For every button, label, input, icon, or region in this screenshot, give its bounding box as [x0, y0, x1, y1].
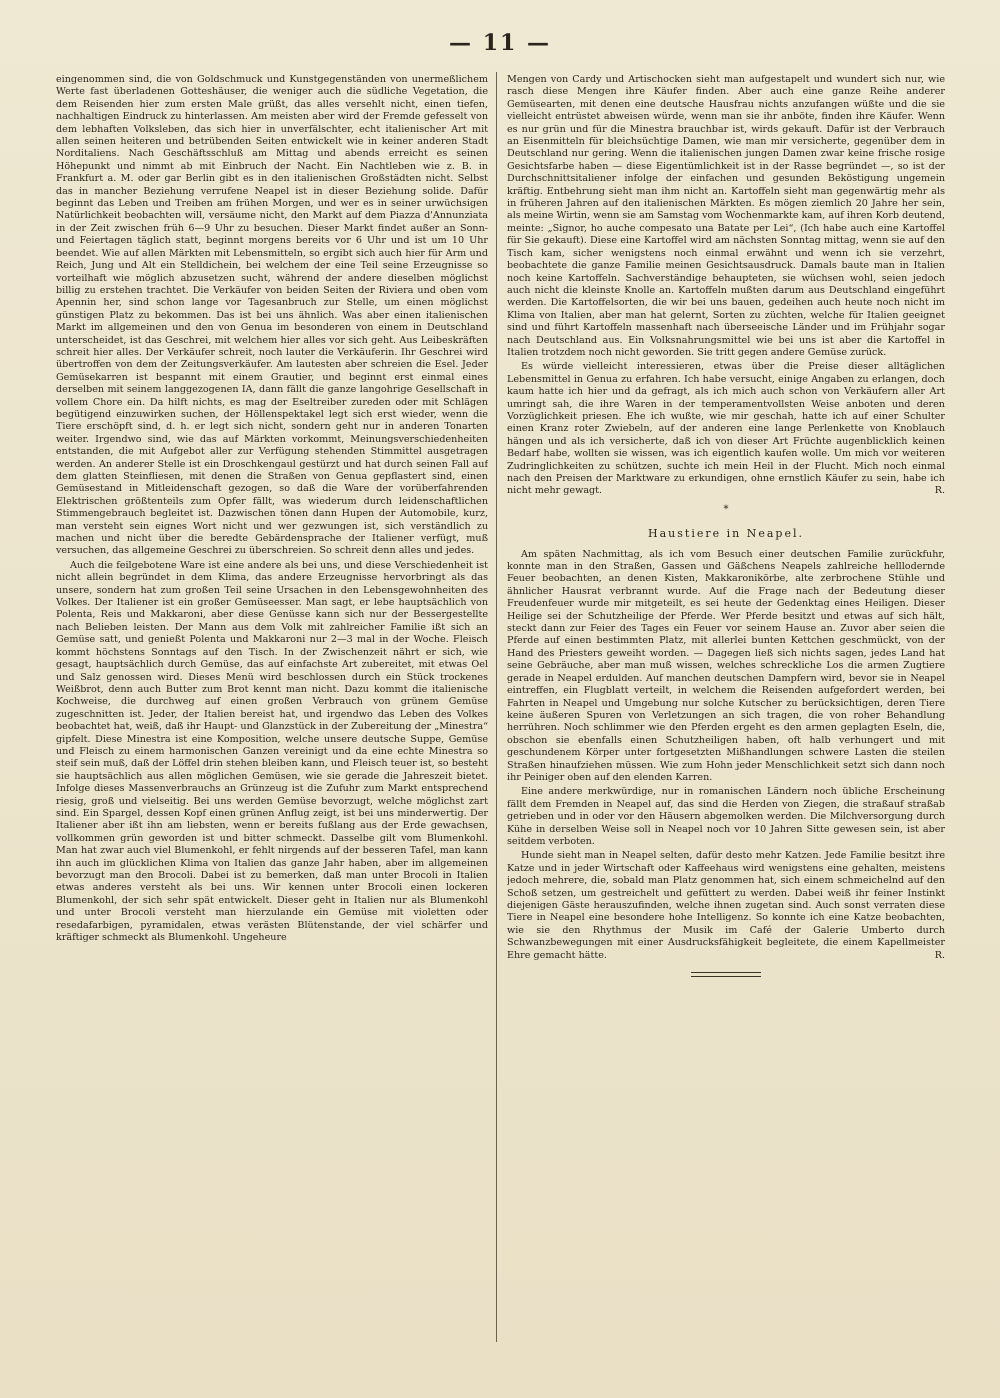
column-divider — [496, 72, 497, 1342]
left-column — [56, 74, 488, 1378]
section-heading: Haustiere in Neapel. — [648, 527, 804, 541]
section-ornament: * — [723, 503, 729, 515]
article-paragraph: Mengen von Cardy und Artischocken sieht man aufgestapelt und wundert sich nur, wie rasch diese Mengen ihre Käufer finden. Aber auch eine ganze Reihe anderer Gemüsearten, mit denen eine deutsche Hausfrau nichts anzufangen wüßte und die sie vielleicht entrüstet abweisen würde, wenn man sie ihr anböte, finden ihre Käufer. Wenn es nur grün und für die Minestra brauchbar ist, wirds gekauft. Dafür ist der Verbrauch an Eisenmitteln für bleichsüchtige Damen, wie man mir versicherte, gegenüber dem in Deutschland nur gering. Wenn die italienischen jungen Damen zwar keine frische rosige Gesichtsfarbe haben — diese Eigentümlichkeit ist in der Rasse begründet —, so ist der Durchschnittsitaliener infolge der einfachen und gesunden Beköstigung ungemein kräftig. Entbehrung sieht man ihm nicht an. Kartoffeln sieht man gegenwärtig mehr als in früheren Jahren auf den italienischen Märkten. Es mögen ziemlich 20 Jahre her sein, als meine Wirtin, wenn sie am Samstag vom Wochenmarkte kam, auf ihren Korb deutend, meinte: „Signor, ho auche compesato una Batate per Lei“, (Ich habe auch eine Kartoffel für Sie gekauft). Diese eine Kartoffel wird am nächsten Sonntag mittag, wenn sie auf den Tisch kam, sicher wenigstens noch einmal erwähnt und wenn ich sie verzehrt, beobachtete die ganze Familie meinen Gesichtsausdruck. Damals baute man in Italien noch keine Kartoffeln. Sachverständige behaupteten, sie wüchsen wohl, seien jedoch auch nicht die kleinste Knolle an. Kartoffeln mußten darum aus Deutschland eingeführt werden. Die Kartoffelsorten, die wir bei uns bauen, gedeihen auch heute noch nicht im Klima von Italien, aber man hat gelernt, Sorten zu züchten, welche für Italien geeignet sind und führt Kartoffeln massenhaft nach überseeische Länder und im Frühjahr sogar nach Deutschland aus. Ein Volksnahrungsmittel wie bei uns ist aber die Kartoffel in Italien trotzdem noch nicht geworden. Sie tritt gegen andere Gemüse zurück. — [507, 74, 945, 358]
end-rule — [691, 972, 761, 977]
article-paragraph: eingenommen sind, die von Goldschmuck und Kunstgegenständen von unermeßlichem Werte fast überladenen Gotteshäuser, die weniger auch die südliche Vegetation, die dem Reisenden hier zum ersten Male grüßt, das alles versehlt nicht, einen tiefen, nachhaltigen Eindruck zu hinterlassen. Am meisten aber wird der Fremde gefesselt von dem lebhaften Volksleben, das sich hier in unverfälschter, echt italienischer Art mit allen seinen heiteren und betrübenden Seiten entwickelt wie in keiner anderen Stadt Norditaliens. Nach Geschäftsschluß am Mittag und abends erreicht es seinen Höhepunkt und nimmt ab mit Einbruch der Nacht. Ein Nachtleben wie z. B. in Frankfurt a. M. oder gar Berlin gibt es in den italienischen Großstädten nicht. Selbst das in mancher Beziehung verrufene Neapel ist in dieser Beziehung solide. Dafür beginnt das Leben und Treiben am frühen Morgen, und wer es in seiner urwüchsigen Natürlichkeit beobachten will, versäume nicht, den Markt auf dem Piazza d'Annunziata in der Zeit zwischen früh 6—9 Uhr zu besuchen. Dieser Markt findet außer an Sonn- und Feiertagen täglich statt, beginnt morgens bereits vor 6 Uhr und ist um 10 Uhr beendet. Wie auf allen Märkten mit Lebensmitteln, so ergibt sich auch hier für Arm und Reich, Jung und Alt ein Stelldichein, bei welchem der eine Teil seine Erzeugnisse so vorteilhaft wie möglich abzusetzen sucht, während der andere dieselben möglichst billig zu erstehen trachtet. Die Verkäufer von beiden Seiten der Riviera und oben vom Apennin her, sind schon lange vor Tagesanbruch zur Stelle, um einen möglichst günstigen Platz zu bekommen. Das ist bei uns ähnlich. Was aber einen italienischen Markt im allgemeinen und den von Genua im besonderen von einem in Deutschland unterscheidet, ist das Geschrei, mit welchem hier alles vor sich geht. Aus Leibeskräften schreit hier alles. Der Verkäufer schreit, noch lauter die Verkäuferin. Ihr Geschrei wird übertroffen von dem der Zeitungsverkäufer. Am lautesten aber schreien die Esel. Jeder Gemüsekarren ist bespannt mit einem Grautier, und beginnt erst einmal eines derselben mit seinem langgezogenen IA, dann fällt die ganze langohrige Gesellschaft in vollem Chore ein. Da hilft nichts, es mag der Eseltreiber zureden oder mit Schlägen begütigend einzuwirken suchen, der Höllenspektakel legt sich erst wieder, wenn die Tiere erschöpft sind, d. h. er legt sich nicht, sondern geht nur in anderen Tonarten weiter. Irgendwo sind, wie das auf Märkten vorkommt, Meinungsverschiedenheiten entstanden, die mit Aufgebot aller zur Verfügung stehenden Stimmittel ausgetragen werden. An anderer Stelle ist ein Droschkengaul gestürzt und hat durch seinen Fall auf dem glatten Steinfliesen, mit denen die Straßen von Genua gepflastert sind, einen Gemüsestand in Mitleidenschaft gezogen, so daß die Ware der vorüberfahrenden Elektrischen größtenteils zum Opfer fällt, was wiederum durch leidenschaftlichen Stimmengebrauch begleitet ist. Dazwischen tönen dann Hupen der Automobile, kurz, man versteht sein eignes Wort nicht und wer gezwungen ist, sich verständlich zu machen und nicht über die beredte Gebärdensprache der Italiener verfügt, muß versuchen, das allgemeine Geschrei zu überschreien. So schreit denn alles und jedes. — [56, 74, 488, 557]
article-paragraph: Auch die feilgebotene Ware ist eine andere als bei uns, und diese Verschiedenheit ist nicht allein begründet in dem Klima, das andere Erzeugnisse hervorbringt als das unsere, sondern hat zum großen Teil seine Ursachen in den Lebensgewohnheiten des Volkes. Der Italiener ist ein großer Gemüseesser. Man sagt, er lebe hauptsächlich von Polenta, Reis und Makkaroni, aber diese Genüsse kann sich nur der Bessergestellte nach Belieben leisten. Der Mann aus dem Volk mit zahlreicher Familie ißt sich an Gemüse satt, und genießt Polenta und Makkaroni nur 2—3 mal in der Woche. Fleisch kommt höchstens Sonntags auf den Tisch. In der Zwischenzeit nährt er sich, wie gesagt, hauptsächlich durch Gemüse, das auf einfachste Art zubereitet, mit etwas Oel und Salz genossen wird. Dieses Menü wird beschlossen durch ein Stück trockenes Weißbrot, denn auch Butter zum Brot kennt man nicht. Dazu kommt die italienische Kochweise, die durchweg auf einen großen Verbrauch von grünem Gemüse zugeschnitten ist. Jeder, der Italien bereist hat, und irgendwo das Leben des Volkes beobachtet hat, weiß, daß ihr Haupt- und Glanzstück in der Zubereitung der „Minestra“ gipfelt. Diese Minestra ist eine Komposition, welche unsere deutsche Suppe, Gemüse und Fleisch zu einem harmonischen Ganzen vereinigt und da eine echte Minestra so steif sein muß, daß der Löffel drin stehen bleiben kann, und Fleisch teuer ist, so besteht sie hauptsächlich aus allen möglichen Gemüsen, wie sie gerade die Jahreszeit bietet. Infolge dieses Massenverbrauchs an Grünzeug ist die Zufuhr zum Markt entsprechend riesig, groß und vielseitig. Bei uns werden Gemüse bevorzugt, welche möglichst zart sind. Ein Spargel, dessen Kopf einen grünen Anflug zeigt, ist bei uns minderwertig. Der Italiener aber ißt ihn am liebsten, wenn er bereits fußlang aus der Erde gewachsen, vollkommen grün geworden ist und bitter schmeckt. Dasselbe gilt vom Blumenkohl. Man hat zwar auch viel Blumenkohl, er fehlt nirgends auf der besseren Tafel, man kann ihn auch im glücklichen Klima von Italien das ganze Jahr haben, aber im allgemeinen bevorzugt man den Brocoli. Dabei ist zu bemerken, daß man unter Brocoli in Italien etwas anderes versteht als bei uns. Wir kennen unter Brocoli einen lockeren Blumenkohl, der sich sehr spät entwickelt. Dieser geht in Italien nur als Blumenkohl und unter Brocoli versteht man hierzulande ein Gemüse mit violetten oder resedafarbigen, pyramidalen, etwas verästen Blütenstande, der viel schärfer und kräftiger schmeckt als Blumenkohl. Ungeheure — [56, 559, 488, 944]
article-paragraph: Am späten Nachmittag, als ich vom Besuch einer deutschen Familie zurückfuhr, konnte man in den Straßen, Gassen und Gäßchens Neapels zahlreiche helllodernde Feuer beobachten, an denen Kisten, Makkaronikörbe, alte zerbrochene Stühle und ähnlicher Hausrat verbrannt wurde. Auf die Frage nach der Bedeutung dieser Freudenfeuer wurde mir mitgeteilt, es sei heute der Gedenktag eines Heiligen. Dieser Heilige sei der Schutzheilige der Pferde. Wer Pferde besitzt und etwas auf sich hält, steckt dann zur Feier des Tages ein Feuer vor seinem Hause an. Zuvor aber seien die Pferde auf einen bestimmten Platz, mit allerlei bunten Kettchen geschmückt, von der Hand des Priesters geweiht worden. — Dagegen ließ sich nichts sagen, jedes Land hat seine Gebräuche, aber man muß wissen, welches schreckliche Los die armen Zugtiere gerade in Neapel erdulden. Auf manchen deutschen Dampfern wird, bevor sie in Neapel eintreffen, ein Flugblatt verteilt, in welchem die Reisenden aufgefordert werden, bei Fahrten in Neapel und Umgebung nur solche Kutscher zu berücksichtigen, deren Tiere keine äußeren Spuren von Verletzungen an sich tragen, die von roher Behandlung herrühren. Noch schlimmer wie den Pferden ergeht es den armen geplagten Eseln, die, obschon sie ebenfalls einen Schutzheiligen haben, oft halb verhungert und mit geschundenem Körper unter fortgesetzten Mißhandlungen schwere Lasten die steilen Straßen hinaufziehen müssen. Wie zum Hohn jeder Menschlichkeit setzt sich dann noch ihr Peiniger oben auf den elenden Karren. — [507, 548, 945, 783]
article-paragraph — [507, 850, 945, 962]
article-paragraph — [507, 361, 945, 497]
article-paragraph: Eine andere merkwürdige, nur in romanischen Ländern noch übliche Erscheinung fällt dem Fremden in Neapel auf, das sind die Herden von Ziegen, die straßauf straßab getrieben und in oder vor den Häusern abgemolken werden. Die Milchversorgung durch Kühe in derselben Weise soll in Neapel noch vor 10 Jahren Sitte gewesen sein, ist aber seitdem verboten. — [507, 786, 945, 847]
article-paragraph-text: Hunde sieht man in Neapel selten, dafür desto mehr Katzen. Jede Familie besitzt ihre Katze und in jeder Wirtschaft oder Kaffeehaus wird wenigstens eine gehalten, meistens jedoch mehrere, die, sobald man Platz genommen hat, sich einem schmeichelnd auf den Schoß setzen, um gestreichelt und gefüttert zu werden. Dabei weiß ihr feiner Instinkt diejenigen Gäste herauszufinden, welche ihnen zugetan sind. Auch sonst verraten diese Tiere in Neapel eine besondere hohe Intelligenz. So konnte ich eine Katze beobachten, wie sie den Rhythmus der Musik im Café der Galerie Umberto durch Schwanzbewegungen mit einer Ausdrucksfähigkeit begleitete, die einem Kapellmeister Ehre gemacht hätte. — [507, 850, 945, 961]
author-signature: R. — [934, 949, 945, 961]
page-number: — 11 — — [449, 30, 551, 56]
article-paragraph-text: Es würde vielleicht interessieren, etwas über die Preise dieser alltäglichen Lebensmittel in Genua zu erfahren. Ich habe versucht, einige Angaben zu erlangen, doch kaum hatte ich hier und da gefragt, als ich mich auch schon von Verkäufern aller Art umringt sah, die ihre Waren in der temperamentvollsten Weise anboten und deren Vorzüglichkeit priesen. Ehe ich wußte, wie mir geschah, hatte ich auf einer Schulter einen Kranz roter Zwiebeln, auf der anderen eine lange Perlenkette von Knoblauch hängen und als ich versicherte, daß ich von dieser Art Früchte augenblicklich keinen Bedarf habe, wollten sie wissen, was ich eigentlich kaufen wolle. Um mich vor weiteren Zudringlichkeiten zu schützen, suchte ich mein Heil in der Flucht. Mich noch einmal nach den Preisen der Marktware zu erkundigen, ohne ernstlich Käufer zu sein, habe ich nicht mehr gewagt. — [507, 361, 945, 497]
right-column — [507, 74, 945, 1378]
author-signature: R. — [934, 485, 945, 497]
